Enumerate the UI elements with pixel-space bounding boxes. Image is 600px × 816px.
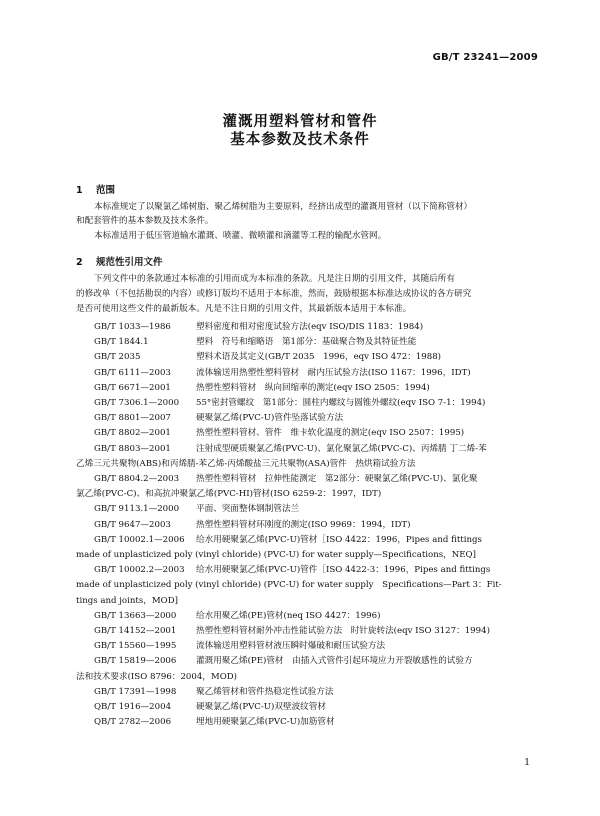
reference-code: GB/T 15560—1995 xyxy=(94,641,177,652)
reference-title: 平面、突面整体钢制管法兰 xyxy=(196,504,300,515)
reference-entry xyxy=(94,320,423,332)
reference-entry xyxy=(94,381,430,393)
reference-title: 给水用硬聚氯乙烯(PVC-U)管件［ISO 4422-3：1996，Pipes and fittings xyxy=(196,565,491,576)
reference-entry xyxy=(94,639,385,651)
reference-code: GB/T 6111—2003 xyxy=(94,367,171,378)
page-number: 1 xyxy=(524,758,530,768)
reference-entry xyxy=(94,518,410,530)
reference-code: QB/T 2782—2006 xyxy=(94,717,172,728)
reference-title: 注射成型硬质聚氯乙烯(PVC-U)、氯化聚氯乙烯(PVC-C)、丙烯腈 丁二烯-苯 xyxy=(196,443,487,454)
reference-title-continuation: tings and joints，MOD] xyxy=(76,595,178,606)
section-number: 2 xyxy=(76,257,83,268)
reference-code: GB/T 1844.1 xyxy=(94,337,149,348)
reference-title: 55°密封管螺纹 第1部分：圆柱内螺纹与圆锥外螺纹(eqv ISO 7-1：1994) xyxy=(196,398,486,408)
reference-code: GB/T 8803—2001 xyxy=(94,443,171,454)
reference-entry xyxy=(94,654,473,666)
reference-entry xyxy=(94,563,490,575)
references-intro-line: 的修改单（不包括勘误的内容）或修订版均不适用于本标准，然而，鼓励根据本标准达成协议的各方研究 xyxy=(76,289,472,299)
reference-entry xyxy=(94,472,478,484)
reference-code: GB/T 6671—2001 xyxy=(94,382,171,393)
reference-title: 流体输送用热塑性塑料管材 耐内压试验方法(ISO 1167：1996，IDT) xyxy=(196,367,471,378)
reference-entry xyxy=(94,335,416,347)
reference-code: GB/T 13663—2000 xyxy=(94,610,177,621)
reference-entry xyxy=(94,350,441,362)
reference-code: GB/T 2035 xyxy=(94,352,141,363)
doc-title-line2: 基本参数及技术条件 xyxy=(230,132,370,148)
standard-code: GB/T 23241—2009 xyxy=(432,52,538,63)
scope-paragraph-line: 本标准适用于低压管道输水灌溉、喷灌、微喷灌和滴灌等工程的输配水管网。 xyxy=(94,231,387,241)
section-1-heading xyxy=(76,182,115,196)
reference-entry xyxy=(94,609,380,621)
reference-code: GB/T 8801—2007 xyxy=(94,413,171,424)
reference-title: 热塑性塑料管材环刚度的测定(ISO 9969：1994，IDT) xyxy=(196,519,411,530)
reference-title: 硬聚氯乙烯(PVC-U)管件坠落试验方法 xyxy=(196,413,344,424)
reference-title-continuation: 法和技术要求(ISO 8796：2004，MOD) xyxy=(76,671,237,682)
reference-entry xyxy=(94,396,485,408)
scope-paragraph-line: 和配套管件的基本参数及技术条件。 xyxy=(76,216,214,226)
reference-code: GB/T 15819—2006 xyxy=(94,656,177,667)
doc-title-line1: 灌溉用塑料管材和管件 xyxy=(222,114,378,130)
reference-entry xyxy=(94,700,326,712)
reference-title: 热塑性塑料管材 拉伸性能测定 第2部分：硬聚氯乙烯(PVC-U)、氯化聚 xyxy=(196,474,478,484)
section-title: 范围 xyxy=(96,185,116,196)
reference-title-continuation: 氯乙烯(PVC-C)、和高抗冲聚氯乙烯(PVC-HI)管材(ISO 6259-2：1997，IDT) xyxy=(76,489,382,500)
reference-title: 给水用聚乙烯(PE)管材(neq ISO 4427：1996) xyxy=(196,610,381,621)
reference-code: QB/T 1916—2004 xyxy=(94,702,172,712)
reference-entry xyxy=(94,624,490,636)
reference-code: GB/T 10002.2—2003 xyxy=(94,565,185,576)
reference-title: 热塑性塑料管材、管件 维卡软化温度的测定(eqv ISO 2507：1995) xyxy=(196,428,465,439)
reference-entry xyxy=(94,411,343,423)
references-intro-line: 是否可使用这些文件的最新版本。凡是不注日期的引用文件，其最新版本适用于本标准。 xyxy=(76,304,412,314)
reference-title: 流体输送用塑料管材液压瞬时爆破和耐压试验方法 xyxy=(196,641,386,652)
reference-title: 灌溉用聚乙烯(PE)管材 由插入式管件引起环境应力开裂敏感性的试验方 xyxy=(196,656,473,667)
section-number: 1 xyxy=(76,185,83,196)
reference-code: GB/T 9647—2003 xyxy=(94,519,171,530)
scope-paragraph-line: 本标准规定了以聚氯乙烯树脂、聚乙烯树脂为主要原料，经挤出成型的灌溉用管材（以下简称管材） xyxy=(94,202,473,212)
section-title: 规范性引用文件 xyxy=(96,257,163,268)
reference-code: GB/T 8802—2001 xyxy=(94,428,171,439)
reference-entry xyxy=(94,715,335,727)
reference-title: 埋地用硬聚氯乙烯(PVC-U)加筋管材 xyxy=(196,717,335,728)
reference-entry xyxy=(94,685,334,697)
reference-code: GB/T 9113.1—2000 xyxy=(94,504,180,515)
reference-code: GB/T 17391—1998 xyxy=(94,686,177,697)
reference-entry xyxy=(94,442,487,454)
reference-title: 硬聚氯乙烯(PVC-U)双壁波纹管材 xyxy=(196,702,326,712)
reference-code: GB/T 8804.2—2003 xyxy=(94,474,180,484)
reference-code: GB/T 1033—1986 xyxy=(94,322,171,332)
reference-title: 塑料密度和相对密度试验方法(eqv ISO/DIS 1183：1984) xyxy=(196,322,424,332)
section-2-heading xyxy=(76,254,163,268)
reference-title: 热塑性塑料管材 纵向回缩率的测定(eqv ISO 2505：1994) xyxy=(196,382,430,393)
reference-title-continuation: made of unplasticized poly (vinyl chloride) (PVC-U) for water supply Specifications—Part 3：Fit- xyxy=(76,580,502,591)
reference-code: GB/T 7306.1—2000 xyxy=(94,398,180,408)
reference-entry xyxy=(94,502,299,514)
reference-title-continuation: 乙烯三元共聚物(ABS)和丙烯腈-苯乙烯-丙烯酸盐三元共聚物(ASA)管件 热烘箱试验方法 xyxy=(76,458,416,469)
reference-title: 塑料 符号和缩略语 第1部分：基础聚合物及其特征性能 xyxy=(196,337,417,348)
reference-code: GB/T 14152—2001 xyxy=(94,626,177,636)
reference-entry xyxy=(94,426,464,438)
references-intro-line: 下列文件中的条款通过本标准的引用而成为本标准的条款。凡是注日期的引用文件，其随后所有 xyxy=(94,274,455,284)
reference-code: GB/T 10002.1—2006 xyxy=(94,534,185,545)
reference-entry xyxy=(94,533,482,545)
reference-title-continuation: made of unplasticized poly (vinyl chloride) (PVC-U) for water supply—Specifications，NEQ] xyxy=(76,550,476,560)
reference-title: 热塑性塑料管材耐外冲击性能试验方法 时针旋转法(eqv ISO 3127：1994) xyxy=(196,626,490,636)
reference-entry xyxy=(94,366,471,378)
reference-title: 塑料术语及其定义(GB/T 2035 1996，eqv ISO 472：1988) xyxy=(196,352,442,363)
reference-title: 聚乙烯管材和管件热稳定性试验方法 xyxy=(196,686,334,697)
reference-title: 给水用硬聚氯乙烯(PVC-U)管材［ISO 4422：1996，Pipes and fittings xyxy=(196,534,482,545)
